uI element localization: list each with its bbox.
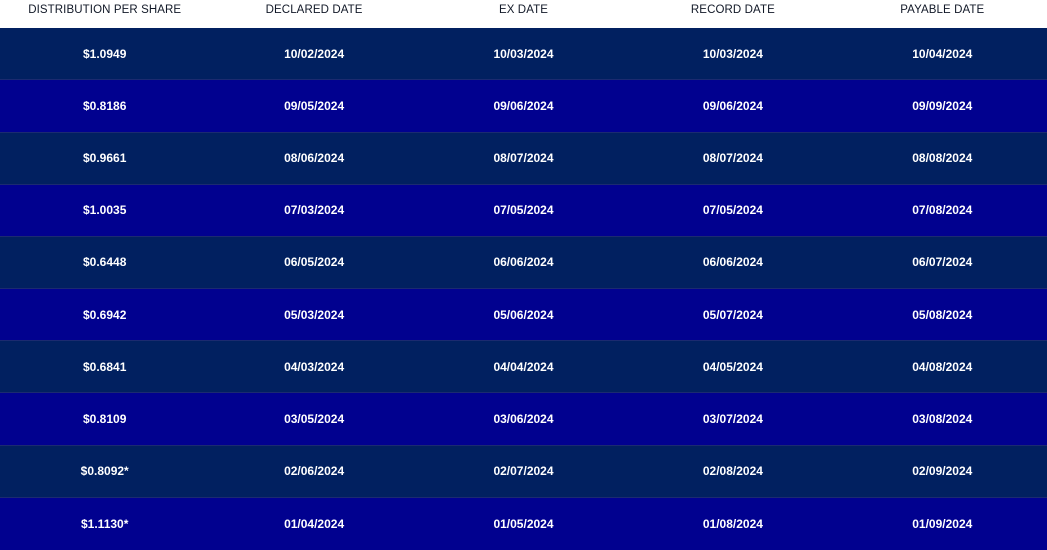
cell-record-date: 06/06/2024 — [702, 255, 763, 270]
cell-declared-date: 03/05/2024 — [284, 412, 345, 427]
cell-ex-date: 05/06/2024 — [493, 307, 554, 322]
cell-payable-date: 07/08/2024 — [912, 203, 973, 218]
cell-distribution-per-share: $0.6942 — [83, 307, 127, 322]
cell-distribution-per-share: $0.8186 — [83, 98, 127, 113]
cell-ex-date: 10/03/2024 — [493, 46, 554, 61]
table-row — [0, 341, 1047, 393]
cell-distribution-per-share: $0.6448 — [83, 255, 127, 270]
cell-record-date: 08/07/2024 — [702, 151, 763, 166]
cell-payable-date: 10/04/2024 — [912, 46, 973, 61]
cell-ex-date: 01/05/2024 — [493, 516, 554, 531]
table-body — [0, 28, 1047, 550]
table-row — [0, 28, 1047, 80]
table-row — [0, 185, 1047, 237]
cell-record-date: 07/05/2024 — [702, 203, 763, 218]
cell-record-date: 09/06/2024 — [702, 98, 763, 113]
cell-payable-date: 04/08/2024 — [912, 359, 973, 374]
cell-record-date: 01/08/2024 — [702, 516, 763, 531]
cell-payable-date: 09/09/2024 — [912, 98, 973, 113]
cell-distribution-per-share: $1.0949 — [83, 46, 127, 61]
cell-declared-date: 01/04/2024 — [284, 516, 345, 531]
cell-declared-date: 08/06/2024 — [284, 151, 345, 166]
cell-ex-date: 06/06/2024 — [493, 255, 554, 270]
cell-ex-date: 09/06/2024 — [493, 98, 554, 113]
cell-payable-date: 05/08/2024 — [912, 307, 973, 322]
header-declared-date: DECLARED DATE — [265, 4, 363, 17]
table-row — [0, 133, 1047, 185]
cell-declared-date: 09/05/2024 — [284, 98, 345, 113]
cell-payable-date: 02/09/2024 — [912, 464, 973, 479]
cell-ex-date: 02/07/2024 — [493, 464, 554, 479]
cell-payable-date: 03/08/2024 — [912, 412, 973, 427]
cell-distribution-per-share: $1.1130* — [81, 516, 129, 531]
cell-payable-date: 08/08/2024 — [912, 151, 973, 166]
header-record-date: RECORD DATE — [690, 4, 775, 17]
cell-distribution-per-share: $0.8109 — [83, 412, 127, 427]
table-row — [0, 498, 1047, 550]
table-row — [0, 393, 1047, 445]
table-row — [0, 289, 1047, 341]
cell-ex-date: 03/06/2024 — [493, 412, 554, 427]
cell-record-date: 03/07/2024 — [702, 412, 763, 427]
table-row — [0, 446, 1047, 498]
cell-record-date: 04/05/2024 — [702, 359, 763, 374]
table-header — [0, 0, 1047, 28]
table-row — [0, 237, 1047, 289]
cell-declared-date: 06/05/2024 — [284, 255, 345, 270]
cell-ex-date: 08/07/2024 — [493, 151, 554, 166]
cell-payable-date: 01/09/2024 — [912, 516, 973, 531]
header-payable-date: PAYABLE DATE — [900, 4, 985, 17]
cell-distribution-per-share: $0.6841 — [83, 359, 127, 374]
cell-ex-date: 04/04/2024 — [493, 359, 554, 374]
cell-ex-date: 07/05/2024 — [493, 203, 554, 218]
cell-declared-date: 04/03/2024 — [284, 359, 345, 374]
cell-distribution-per-share: $0.9661 — [83, 151, 127, 166]
cell-distribution-per-share: $0.8092* — [80, 464, 129, 479]
cell-declared-date: 02/06/2024 — [284, 464, 345, 479]
cell-declared-date: 07/03/2024 — [284, 203, 345, 218]
cell-payable-date: 06/07/2024 — [912, 255, 973, 270]
cell-declared-date: 05/03/2024 — [284, 307, 345, 322]
cell-distribution-per-share: $1.0035 — [83, 203, 127, 218]
cell-declared-date: 10/02/2024 — [284, 46, 345, 61]
header-ex-date: EX DATE — [498, 4, 549, 17]
cell-record-date: 02/08/2024 — [702, 464, 763, 479]
cell-record-date: 10/03/2024 — [702, 46, 763, 61]
cell-record-date: 05/07/2024 — [702, 307, 763, 322]
table-row — [0, 80, 1047, 132]
header-distribution-per-share: DISTRIBUTION PER SHARE — [28, 4, 182, 17]
